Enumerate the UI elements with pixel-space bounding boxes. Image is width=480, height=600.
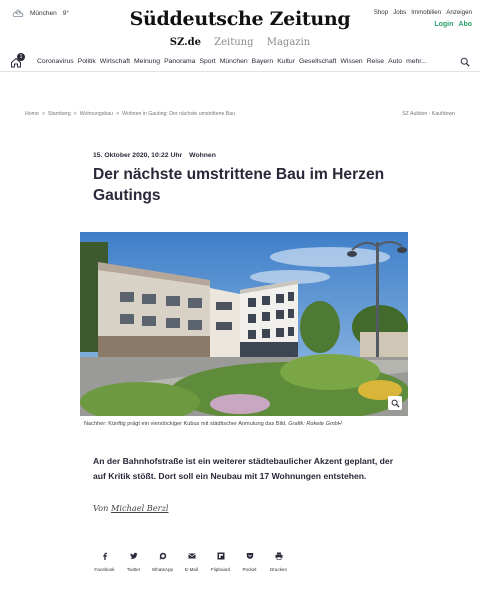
nav-items xyxy=(37,58,427,65)
article-headline: Der nächste umstrittene Bau im Herzen Gautings xyxy=(93,166,385,204)
breadcrumb-current: Wohnen in Gauting: Der nächste umstrittene Bau xyxy=(122,111,236,117)
twitter-icon xyxy=(130,552,138,560)
share-bar xyxy=(90,552,293,572)
share-label: Twitter xyxy=(126,567,141,572)
nav-item-auto[interactable]: Auto xyxy=(388,58,403,65)
caption-credit: Grafik: Rokete GmbH xyxy=(288,421,342,427)
share-facebook[interactable] xyxy=(90,552,119,572)
top-bar xyxy=(0,0,480,36)
share-twitter[interactable] xyxy=(119,552,148,572)
top-link-immobilien[interactable]: Immobilien xyxy=(411,9,442,16)
share-pocket[interactable] xyxy=(235,552,264,572)
breadcrumb-separator: > xyxy=(41,111,45,117)
subnav-magazin[interactable]: Magazin xyxy=(266,37,311,48)
share-label: E-Mail xyxy=(184,567,199,572)
nav-item-bayern[interactable]: Bayern xyxy=(251,58,274,65)
zoom-button[interactable] xyxy=(388,396,402,410)
article-teaser: An der Bahnhofstraße ist ein weiterer städtebaulicher Akzent geplant, der auf Kritik stößt. Dort soll ein Neubau mit 17 Wohnungen entstehen. xyxy=(93,456,394,481)
building-rendering xyxy=(80,232,408,416)
nav-item-coronavirus[interactable]: Coronavirus xyxy=(37,58,74,65)
publication-nav xyxy=(0,37,480,48)
nav-item-muenchen[interactable]: München xyxy=(219,58,248,65)
article-image[interactable] xyxy=(80,232,408,416)
share-label: Flipboard xyxy=(210,567,231,572)
image-caption xyxy=(84,421,414,427)
breadcrumb-starnberg[interactable]: Starnberg xyxy=(47,111,71,117)
share-label: WhatsApp xyxy=(151,567,174,572)
share-flipboard[interactable] xyxy=(206,552,235,572)
share-print[interactable] xyxy=(264,552,293,572)
breadcrumb-wohnungsbau[interactable]: Wohnungsbau xyxy=(79,111,114,117)
notification-badge: 1 xyxy=(17,53,25,61)
share-label: Drucken xyxy=(269,567,288,572)
subnav-zeitung[interactable]: Zeitung xyxy=(214,37,254,48)
share-email[interactable] xyxy=(177,552,206,572)
author-prefix: Von xyxy=(93,503,109,513)
share-label: Facebook xyxy=(94,567,115,572)
nav-item-mehr[interactable]: mehr... xyxy=(406,58,427,65)
subnav-szde[interactable]: SZ.de xyxy=(169,37,201,48)
breadcrumb-separator: > xyxy=(73,111,77,117)
top-link-anzeigen[interactable]: Anzeigen xyxy=(446,9,472,16)
weather-city: München xyxy=(30,9,57,17)
article-section[interactable]: Wohnen xyxy=(189,152,216,159)
magnifier-icon xyxy=(391,399,400,408)
nav-item-panorama[interactable]: Panorama xyxy=(164,58,196,65)
top-links xyxy=(374,9,472,16)
breadcrumb xyxy=(25,111,235,117)
nav-item-politik[interactable]: Politik xyxy=(77,58,96,65)
print-icon xyxy=(275,552,283,560)
abo-link[interactable]: Abo xyxy=(458,21,472,28)
mail-icon xyxy=(188,552,196,560)
nav-item-wirtschaft[interactable]: Wirtschaft xyxy=(99,58,131,65)
nav-item-gesellschaft[interactable]: Gesellschaft xyxy=(298,58,337,65)
login-link[interactable]: Login xyxy=(434,21,454,28)
share-label: Pocket xyxy=(242,567,257,572)
author-link[interactable]: Michael Berzl xyxy=(110,503,169,513)
share-whatsapp[interactable] xyxy=(148,552,177,572)
nav-item-reise[interactable]: Reise xyxy=(366,58,385,65)
site-logo[interactable]: Süddeutsche Zeitung xyxy=(129,8,351,30)
author-byline xyxy=(93,503,169,513)
auction-link[interactable]: SZ Auktion - Kaufdown xyxy=(402,111,455,117)
breadcrumb-home[interactable]: Home xyxy=(25,111,39,117)
nav-item-wissen[interactable]: Wissen xyxy=(340,58,363,65)
top-link-shop[interactable]: Shop xyxy=(373,9,389,16)
article-dateline xyxy=(93,152,216,159)
flipboard-icon xyxy=(217,552,225,560)
facebook-icon xyxy=(101,552,109,560)
pocket-icon xyxy=(246,552,254,560)
breadcrumb-separator: > xyxy=(116,111,120,117)
search-icon[interactable] xyxy=(460,57,470,67)
top-link-jobs[interactable]: Jobs xyxy=(393,9,407,16)
nav-item-kultur[interactable]: Kultur xyxy=(277,58,295,65)
weather-temperature: 9° xyxy=(62,9,69,17)
caption-text: Nachher: Künftig prägt ein vierstöckiger Kubus mit städtischer Anmutung das Bild. xyxy=(84,421,287,427)
auth-links xyxy=(434,21,472,28)
nav-item-sport[interactable]: Sport xyxy=(199,58,216,65)
nav-item-meinung[interactable]: Meinung xyxy=(134,58,161,65)
main-navigation xyxy=(0,52,480,72)
article-date: 15. Oktober 2020, 10:22 Uhr xyxy=(93,152,183,159)
whatsapp-icon xyxy=(159,552,167,560)
